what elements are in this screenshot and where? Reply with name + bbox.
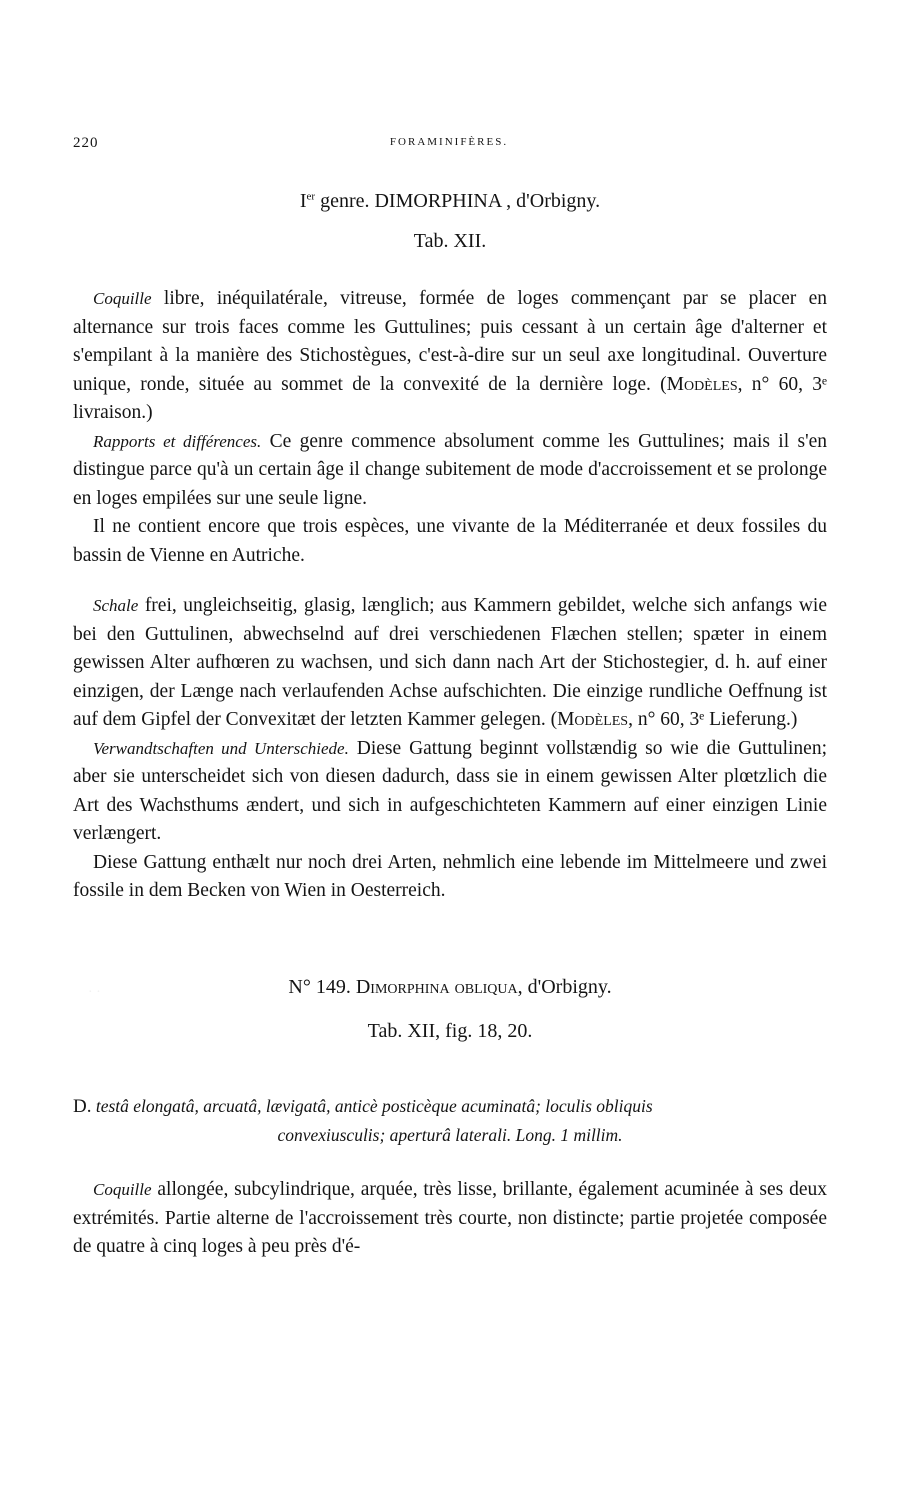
description-lead: Coquille xyxy=(93,1180,152,1199)
diagnosis-lead: D. xyxy=(73,1096,92,1117)
german-section xyxy=(73,592,827,906)
diagnosis-line-1: testâ elongatâ, arcuatâ, lævigatâ, anticè posticèque acuminatâ; loculis obliquis xyxy=(91,1096,653,1116)
german-paragraph-3 xyxy=(73,849,827,906)
running-title: FORAMINIFÈRES. xyxy=(389,136,509,148)
species-heading xyxy=(60,976,840,999)
description-section xyxy=(73,1176,827,1262)
french-p1-tail: , n° 60, 3ᵉ livraison.) xyxy=(73,373,827,423)
species-plate: Tab. XII, fig. 18, 20. xyxy=(367,1020,533,1042)
german-paragraph-2 xyxy=(73,735,827,849)
species-author: , d'Orbigny. xyxy=(517,976,612,998)
french-p1-text: libre, inéquilatérale, vitreuse, formée de loges commençant par se placer en alternance sur trois faces comme les Guttulines; puis cessant à un certain âge d'alterner et s'empilant à la manière des Stichostègues, c'est-à-dire sur un seul axe longitudinal. Ouverture unique, ronde, située au sommet de la convexité de la dernière loge. ( xyxy=(73,288,827,395)
description-paragraph xyxy=(73,1176,827,1262)
diagnosis-line-2: convexiusculis; aperturâ laterali. Long. 1 millim. xyxy=(277,1125,623,1145)
german-p1-lead: Schale xyxy=(93,596,139,615)
french-p2-text: Ce genre commence absolument comme les Guttulines; mais il s'en distingue parce qu'à un certain âge il change subitement de mode d'accroissement et se prolonge en loges empilées sur une seule ligne. xyxy=(73,430,827,509)
german-p3-text: Diese Gattung enthælt nur noch drei Arten, nehmlich eine lebende im Mittelmeere und zwei fossile in dem Becken von Wien in Oesterreich. xyxy=(73,851,827,901)
genus-heading xyxy=(60,190,840,213)
french-p3-text: Il ne contient encore que trois espèces, une vivante de la Méditerranée et deux fossiles du bassin de Vienne en Autriche. xyxy=(73,516,827,566)
running-head xyxy=(73,135,825,155)
german-paragraph-1 xyxy=(73,592,827,735)
french-p1-lead: Coquille xyxy=(93,289,152,308)
german-p2-lead: Verwandtschaften und Unterschiede. xyxy=(93,738,349,758)
genus-heading-text: genre. DIMORPHINA , d'Orbigny. xyxy=(315,190,601,212)
german-p2-text: Diese Gattung beginnt vollstændig so wie die Guttulinen; aber sie unterscheidet sich von diesen dadurch, dass sie in einem gewissen Alter plœtzlich die Art des Wachsthums ændert, und sich in aufgeschichteten Kammern auf einer einzigen Linie verlængert. xyxy=(73,737,828,844)
french-p1-models: Modèles xyxy=(666,373,738,395)
genus-heading-sup: er xyxy=(306,190,316,203)
species-number: N° 149. xyxy=(288,976,351,998)
french-paragraph-2 xyxy=(73,428,827,514)
genus-heading-prefix: I xyxy=(299,190,307,212)
genus-plate: Tab. XII. xyxy=(413,230,487,252)
species-name: Dimorphina obliqua xyxy=(355,976,518,998)
page-number: 220 xyxy=(73,135,99,151)
german-p1-models: Modèles xyxy=(557,709,629,730)
french-p2-lead: Rapports et différences. xyxy=(93,431,262,451)
description-text: allongée, subcylindrique, arquée, très lisse, brillante, également acuminée à ses deux extrémités. Partie alterne de l'accroissement très courte, non distincte; partie projetée composée de quatre à cinq loges à peu près d'é- xyxy=(73,1179,827,1257)
french-paragraph-1 xyxy=(73,285,827,428)
bleed-through-mark: · · xyxy=(88,985,101,1000)
latin-diagnosis xyxy=(73,1092,827,1149)
french-paragraph-3 xyxy=(73,513,827,570)
german-p1-text: frei, ungleichseitig, glasig, længlich; aus Kammern gebildet, welche sich anfangs wie bei den Guttulinen, abwechselnd auf drei verschiedenen Flæchen stellen; spæter in einem gewissen Alter aufhœren zu wachsen, und sich dann nach Art der Stichostegier, d. h. auf einer einzigen, der Længe nach verlaufenden Achse aufschichten. Die einzige rundliche Oeffnung ist auf dem Gipfel der Convexitæt der letzten Kammer gelegen. ( xyxy=(73,595,827,730)
french-section xyxy=(73,285,827,570)
german-p1-tail: , n° 60, 3ᵉ Lieferung.) xyxy=(628,709,798,730)
